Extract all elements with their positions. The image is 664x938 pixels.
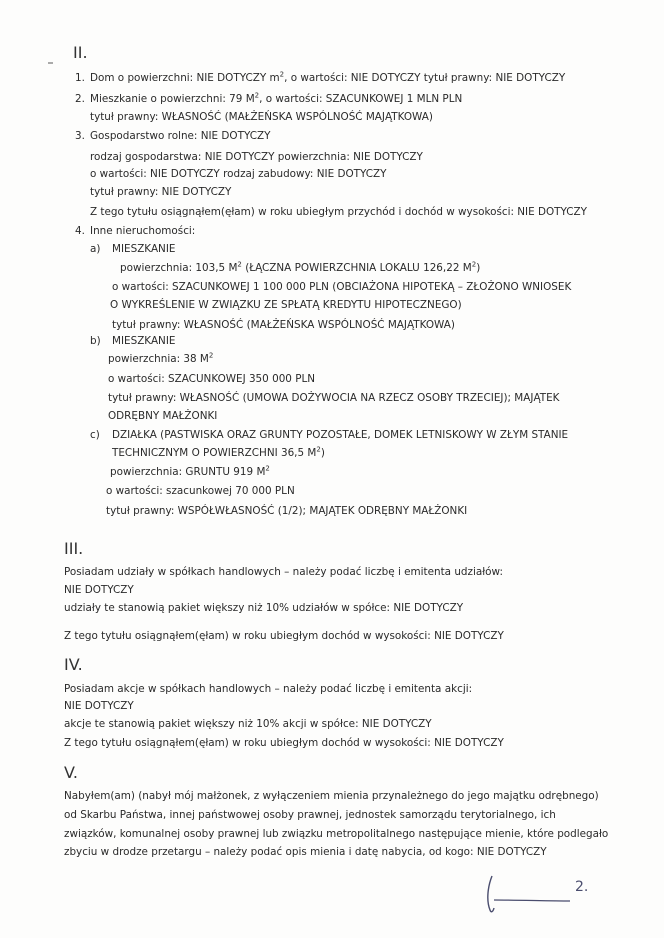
list-number: 2. xyxy=(75,93,85,105)
sublist-label: a) xyxy=(90,243,101,255)
farm-line: Gospodarstwo rolne: NIE DOTYCZY xyxy=(90,130,271,142)
shares-line: NIE DOTYCZY xyxy=(64,584,134,596)
farm-line: Z tego tytułu osiągnąłem(ęłam) w roku ubiegłym przychód i dochód w wysokości: NIE DOTYCZY xyxy=(90,206,588,218)
list-number: 1. xyxy=(75,72,85,84)
acquisition-line: zbyciu w drodze przetargu – należy podać opis mienia i datę nabycia, od kogo: NIE DOTYCZY xyxy=(64,846,547,858)
property-a-line: O WYKREŚLENIE W ZWIĄZKU ZE SPŁATĄ KREDYTU HIPOTECZNEGO) xyxy=(110,299,462,311)
property-a-line: o wartości: SZACUNKOWEJ 1 100 000 PLN (OBCIAŻONA HIPOTEKĄ – ZŁOŻONO WNIOSEK xyxy=(112,281,572,293)
list-item-apartment: Mieszkanie o powierzchni: 79 $M^2$, o wartości: SZACUNKOWEJ 1 MLN PLN xyxy=(90,91,463,105)
property-c-line: o wartości: szacunkowej 70 000 PLN xyxy=(106,485,295,497)
property-b-area: powierzchnia: 38 $M^2$ xyxy=(108,351,214,365)
property-a-line: MIESZKANIE xyxy=(112,243,176,255)
section-heading-iv: IV. xyxy=(64,655,83,674)
shares-line: udziały te stanowią pakiet większy niż 10% udziałów w spółce: NIE DOTYCZY xyxy=(64,602,464,614)
list-number: 4. xyxy=(75,225,85,237)
list-item-house: Dom o powierzchni: NIE DOTYCZY $m^2$, o wartości: NIE DOTYCZY tytuł prawny: NIE DOTYCZY xyxy=(90,70,566,84)
property-c-area: powierzchnia: GRUNTU 919 $M^2$ xyxy=(110,464,270,478)
property-b-line: ODRĘBNY MAŁŻONKI xyxy=(108,410,218,422)
acquisition-line: związków, komunalnej osoby prawnej lub związku metropolitalnego następujące mienie, które podlegało xyxy=(64,828,609,840)
property-a-line: tytuł prawny: WŁASNOŚĆ (MAŁŻEŃSKA WSPÓLNOŚĆ MAJĄTKOWA) xyxy=(112,319,455,331)
page-number: 2. xyxy=(575,879,589,895)
section-heading-iii: III. xyxy=(64,539,84,558)
scan-dots xyxy=(48,62,53,64)
property-a-area: powierzchnia: 103,5 $M^2$ (ŁĄCZNA POWIERZCHNIA LOKALU 126,22 $M^2$) xyxy=(120,260,481,274)
stocks-line: Z tego tytułu osiągnąłem(ęłam) w roku ubiegłym dochód w wysokości: NIE DOTYCZY xyxy=(64,737,504,749)
list-item-apartment-title: tytuł prawny: WŁASNOŚĆ (MAŁŻEŃSKA WSPÓLNOŚĆ MAJĄTKOWA) xyxy=(90,111,433,123)
other-property-heading: Inne nieruchomości: xyxy=(90,225,196,237)
section-heading-v: V. xyxy=(64,763,78,782)
farm-line: tytuł prawny: NIE DOTYCZY xyxy=(90,186,232,198)
property-b-line: tytuł prawny: WŁASNOŚĆ (UMOWA DOŻYWOCIA NA RZECZ OSOBY TRZECIEJ); MAJĄTEK xyxy=(108,392,560,404)
stocks-line: Posiadam akcje w spółkach handlowych – należy podać liczbę i emitenta akcji: xyxy=(64,683,473,695)
farm-line: o wartości: NIE DOTYCZY rodzaj zabudowy: NIE DOTYCZY xyxy=(90,168,387,180)
stocks-line: NIE DOTYCZY xyxy=(64,700,134,712)
acquisition-line: od Skarbu Państwa, innej państwowej osoby prawnej, jednostek samorządu terytorialnego, ich xyxy=(64,809,556,821)
list-number: 3. xyxy=(75,130,85,142)
sublist-label: c) xyxy=(90,429,100,441)
signature-initials xyxy=(478,870,598,920)
farm-line: rodzaj gospodarstwa: NIE DOTYCZY powierzchnia: NIE DOTYCZY xyxy=(90,151,423,163)
property-b-line: o wartości: SZACUNKOWEJ 350 000 PLN xyxy=(108,373,316,385)
property-c-line: DZIAŁKA (PASTWISKA ORAZ GRUNTY POZOSTAŁE, DOMEK LETNISKOWY W ZŁYM STANIE xyxy=(112,429,569,441)
stocks-line: akcje te stanowią pakiet większy niż 10% akcji w spółce: NIE DOTYCZY xyxy=(64,718,432,730)
acquisition-line: Nabyłem(am) (nabył mój małżonek, z wyłączeniem mienia przynależnego do jego majątku odrębnego) xyxy=(64,790,599,802)
section-heading-ii: II. xyxy=(73,43,88,62)
shares-line: Z tego tytułu osiągnąłem(ęłam) w roku ubiegłym dochód w wysokości: NIE DOTYCZY xyxy=(64,630,504,642)
sublist-label: b) xyxy=(90,335,101,347)
property-b-line: MIESZKANIE xyxy=(112,335,176,347)
property-c-line: TECHNICZNYM O POWIERZCHNI 36,5 $M^2$) xyxy=(112,445,325,459)
property-c-line: tytuł prawny: WSPÓŁWŁASNOŚĆ (1/2); MAJĄTEK ODRĘBNY MAŁŻONKI xyxy=(106,505,468,517)
shares-line: Posiadam udziały w spółkach handlowych – należy podać liczbę i emitenta udziałów: xyxy=(64,566,503,578)
